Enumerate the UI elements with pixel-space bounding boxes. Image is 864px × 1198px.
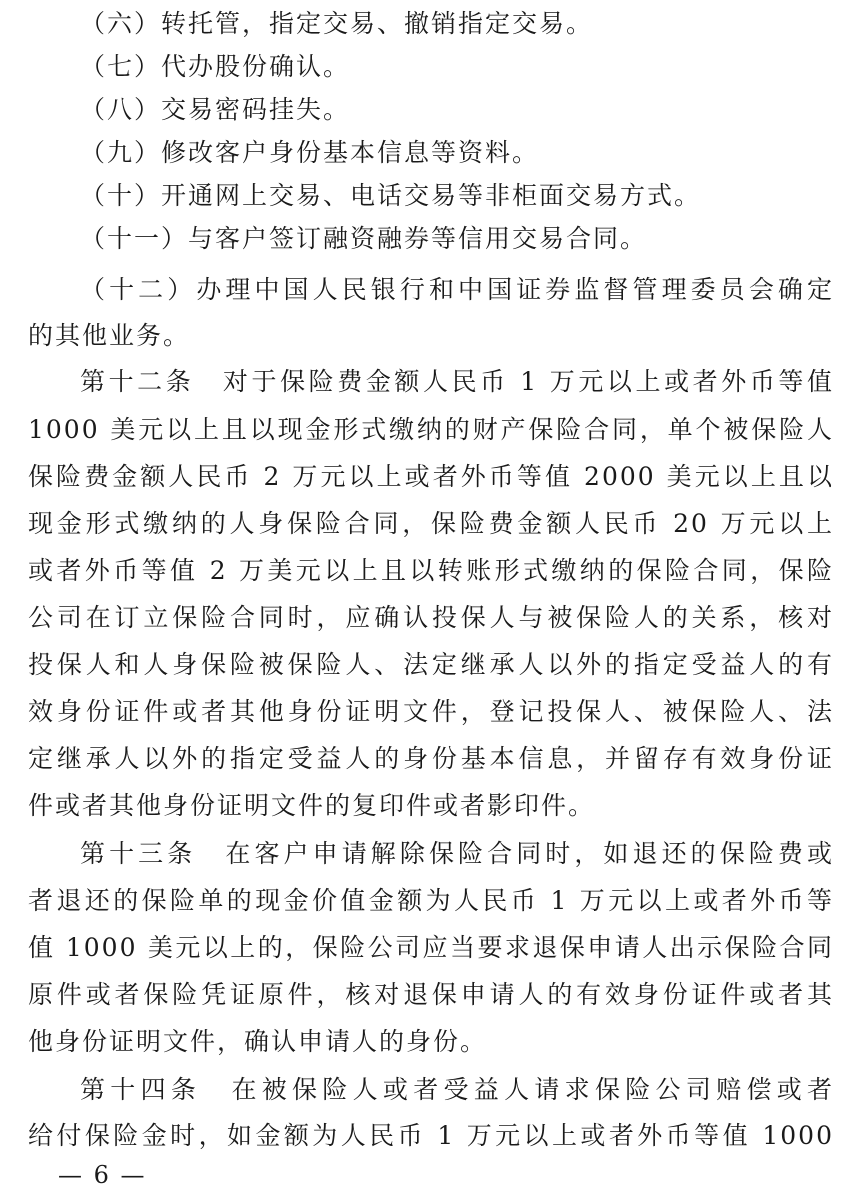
- article-12-line-8: 效身份证件或者其他身份证明文件，登记投保人、被保险人、法: [28, 697, 834, 726]
- article-12-line-9: 定继承人以外的指定受益人的身份基本信息，并留存有效身份证: [28, 744, 834, 773]
- article-13-line-1: 第十三条 在客户申请解除保险合同时，如退还的保险费或: [80, 839, 834, 868]
- article-13-line-4: 原件或者保险凭证原件，核对退保申请人的有效身份证件或者其: [28, 980, 834, 1009]
- article-12-line-3: 保险费金额人民币 2 万元以上或者外币等值 2000 美元以上且以: [28, 462, 834, 491]
- article-12-line-2: 1000 美元以上且以现金形式缴纳的财产保险合同，单个被保险人: [28, 415, 834, 444]
- text-line-item-12-cont: 的其他业务。: [28, 321, 191, 350]
- article-12-line-6: 公司在订立保险合同时，应确认投保人与被保险人的关系，核对: [28, 603, 834, 632]
- article-13-line-5: 他身份证明文件，确认申请人的身份。: [28, 1027, 488, 1056]
- article-12-line-7: 投保人和人身保险被保险人、法定继承人以外的指定受益人的有: [28, 650, 834, 679]
- article-13-line-2: 者退还的保险单的现金价值金额为人民币 1 万元以上或者外币等: [28, 886, 834, 915]
- article-12-line-5: 或者外币等值 2 万美元以上且以转账形式缴纳的保险合同，保险: [28, 556, 834, 585]
- page-number: — 6 —: [58, 1161, 147, 1189]
- text-line-item-9: （九）修改客户身份基本信息等资料。: [80, 138, 540, 167]
- text-line-item-7: （七）代办股份确认。: [80, 52, 351, 81]
- text-line-item-6: （六）转托管，指定交易、撤销指定交易。: [80, 9, 594, 38]
- text-line-item-8: （八）交易密码挂失。: [80, 95, 351, 124]
- text-line-item-11: （十一）与客户签订融资融券等信用交易合同。: [80, 224, 648, 253]
- article-12-line-1: 第十二条 对于保险费金额人民币 1 万元以上或者外币等值: [80, 367, 834, 396]
- article-13-line-3: 值 1000 美元以上的，保险公司应当要求退保申请人出示保险合同: [28, 933, 834, 962]
- text-line-item-12: （十二）办理中国人民银行和中国证券监督管理委员会确定: [80, 275, 834, 304]
- text-line-item-10: （十）开通网上交易、电话交易等非柜面交易方式。: [80, 181, 702, 210]
- article-14-line-2: 给付保险金时，如金额为人民币 1 万元以上或者外币等值 1000: [28, 1121, 834, 1150]
- article-14-line-1: 第十四条 在被保险人或者受益人请求保险公司赔偿或者: [80, 1075, 834, 1104]
- article-12-line-10: 件或者其他身份证明文件的复印件或者影印件。: [28, 791, 596, 820]
- article-12-line-4: 现金形式缴纳的人身保险合同，保险费金额人民币 20 万元以上: [28, 509, 834, 538]
